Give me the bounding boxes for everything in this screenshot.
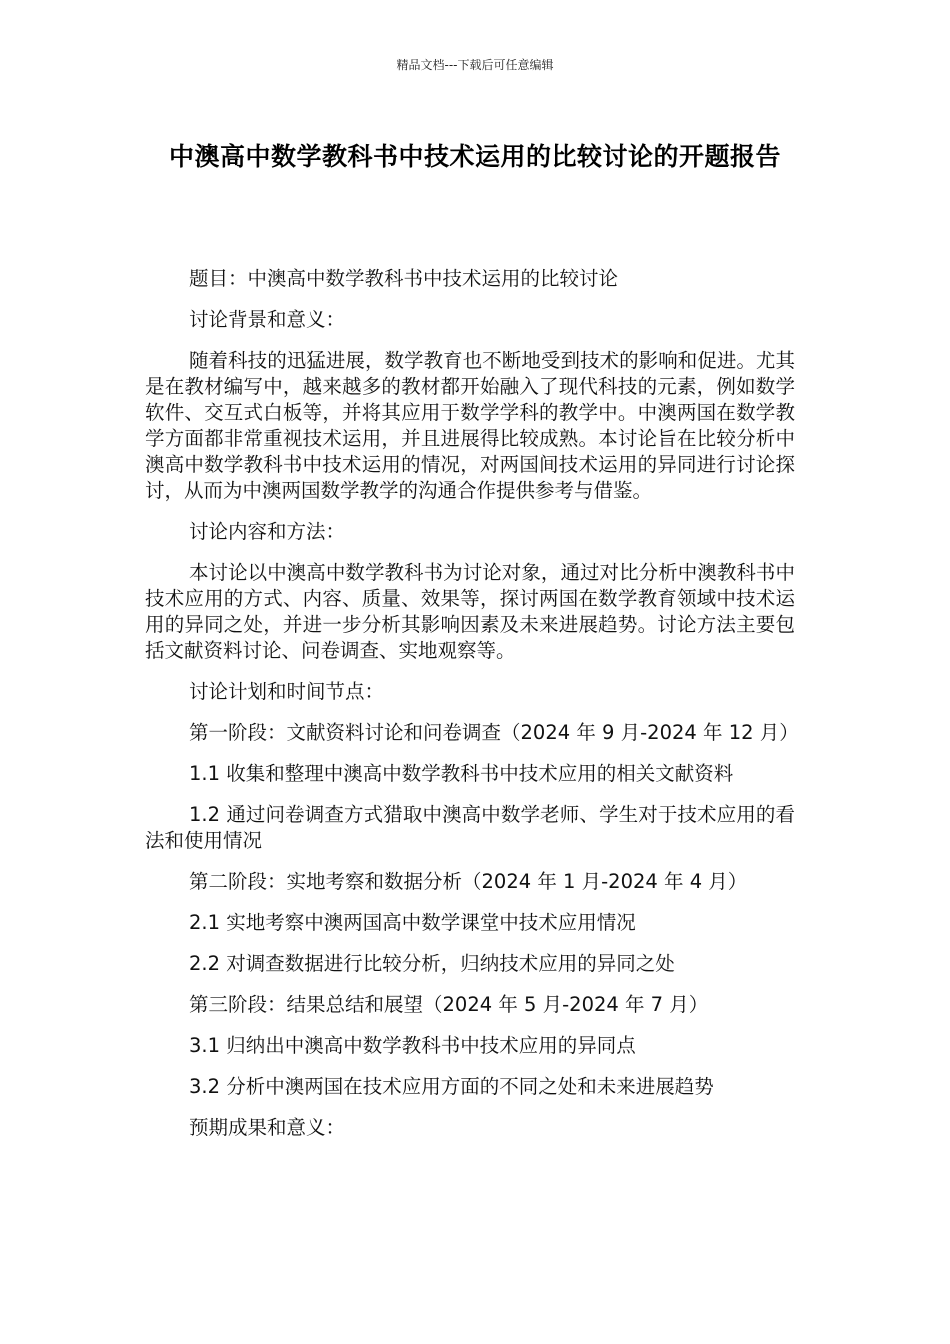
heading-expected-results: 预期成果和意义： [189,1116,346,1139]
heading-plan: 讨论计划和时间节点： [189,680,385,703]
paragraph-background: 随着科技的迅猛进展，数学教育也不断地受到技术的影响和促进。尤其是在教材编写中，越来越多的教材都开始融入了现代科技的元素，例如数学软件、交互式白板等，并将其应用于数学学科的教学中。中澳两国在数学教学方面都非常重视技术运用，并且进展得比较成熟。本讨论旨在比较分析中澳高中数学教科书中技术运用的情况，对两国间技术运用的异同进行讨论探讨，从而为中澳两国数学教学的沟通合作提供参考与借鉴。 [145,349,795,502]
heading-background: 讨论背景和意义： [189,308,346,331]
plan-stage-2: 第二阶段：实地考察和数据分析（2024 年 1 月-2024 年 4 月） [189,870,748,893]
document-body [145,266,799,1156]
page-header: 精品文档---下载后可任意编辑 [396,58,554,72]
paragraph-content-method: 本讨论以中澳高中数学教科书为讨论对象，通过对比分析中澳教科书中技术应用的方式、内容、质量、效果等，探讨两国在数学教育领域中技术运用的异同之处，并进一步分析其影响因素及未来进展趋势。讨论方法主要包括文献资料讨论、问卷调查、实地观察等。 [145,561,795,662]
heading-content-method: 讨论内容和方法： [189,520,346,543]
plan-item-2-1: 2.1 实地考察中澳两国高中数学课堂中技术应用情况 [189,911,636,934]
plan-item-1-1: 1.1 收集和整理中澳高中数学教科书中技术应用的相关文献资料 [189,762,734,785]
plan-stage-1: 第一阶段：文献资料讨论和问卷调查（2024 年 9 月-2024 年 12 月） [189,721,799,744]
plan-item-3-1: 3.1 归纳出中澳高中数学教科书中技术应用的异同点 [189,1034,636,1057]
plan-item-3-2: 3.2 分析中澳两国在技术应用方面的不同之处和未来进展趋势 [189,1075,714,1098]
plan-stage-3: 第三阶段：结果总结和展望（2024 年 5 月-2024 年 7 月） [189,993,709,1016]
document-title: 中澳高中数学教科书中技术运用的比较讨论的开题报告 [168,142,781,171]
plan-item-2-2: 2.2 对调查数据进行比较分析，归纳技术应用的异同之处 [189,952,675,975]
plan-item-1-2: 1.2 通过问卷调查方式猎取中澳高中数学老师、学生对于技术应用的看法和使用情况 [145,803,795,852]
paragraph-topic: 题目：中澳高中数学教科书中技术运用的比较讨论 [189,267,619,290]
